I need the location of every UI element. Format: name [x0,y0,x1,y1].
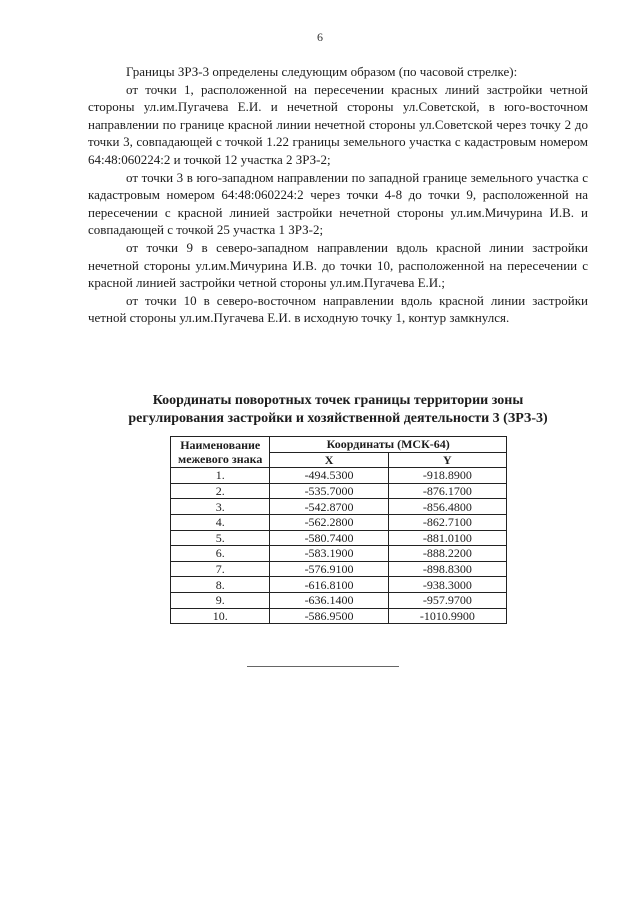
coordinates-table [170,436,507,624]
header-y: Y [388,452,506,468]
cell-y: -957.9700 [388,592,506,608]
table-row [171,530,507,546]
cell-point: 7. [171,561,270,577]
paragraph-intro: Границы ЗРЗ-3 определены следующим образом (по часовой стрелке): [126,64,518,79]
cell-point: 1. [171,468,270,484]
cell-x: -562.2800 [270,514,388,530]
paragraph-point-10: от точки 10 в северо-восточном направлении вдоль красной линии застройки четной стороны ул.им.Пугачева Е.И. в исходную точку 1, контур замкнулся. [88,292,588,326]
table-row [171,546,507,562]
cell-point: 9. [171,592,270,608]
table-heading [88,392,588,428]
cell-x: -636.1400 [270,592,388,608]
cell-y: -918.8900 [388,468,506,484]
table-row [171,499,507,515]
paragraph-point-3: от точки 3 в юго-западном направлении по западной границе земельного участка с кадастровым номером 64:48:060224:2 через точки 4-8 до точки 9, расположенной на пересечении с красной линией застройки нечетной стороны ул.им.Мичурина И.В. и совпадающей с точкой 25 участка 1 ЗРЗ-2; [88,169,588,238]
table-row [171,561,507,577]
cell-x: -542.8700 [270,499,388,515]
header-coordinates: Координаты (МСК-64) [270,437,507,453]
cell-y: -856.4800 [388,499,506,515]
table-row [171,468,507,484]
cell-x: -580.7400 [270,530,388,546]
cell-y: -862.7100 [388,514,506,530]
header-point-name: Наименование межевого знака [171,437,270,468]
paragraph-point-9: от точки 9 в северо-западном направлении вдоль красной линии застройки нечетной стороны ул.им.Мичурина И.В. до точки 10, расположенной на пересечении с красной линией застройки четной стороны ул.им.Пугачева Е.И.; [88,239,588,291]
table-row [171,483,507,499]
cell-x: -616.8100 [270,577,388,593]
end-divider [247,666,399,667]
boundary-description [88,63,588,327]
coordinates-table-body [171,468,507,624]
table-row [171,514,507,530]
table-row [171,577,507,593]
table-row [171,608,507,624]
cell-y: -881.0100 [388,530,506,546]
table-heading-line-2: регулирования застройки и хозяйственной деятельности 3 (ЗРЗ-3) [128,411,548,426]
cell-point: 5. [171,530,270,546]
cell-y: -898.8300 [388,561,506,577]
cell-point: 3. [171,499,270,515]
cell-x: -586.9500 [270,608,388,624]
cell-y: -1010.9900 [388,608,506,624]
cell-y: -876.1700 [388,483,506,499]
cell-y: -888.2200 [388,546,506,562]
table-heading-line-1: Координаты поворотных точек границы территории зоны [152,393,524,408]
cell-point: 10. [171,608,270,624]
cell-point: 6. [171,546,270,562]
cell-x: -535.7000 [270,483,388,499]
page-number: 6 [317,30,323,44]
table-row [171,592,507,608]
cell-point: 2. [171,483,270,499]
cell-y: -938.3000 [388,577,506,593]
cell-point: 4. [171,514,270,530]
cell-point: 8. [171,577,270,593]
paragraph-point-1: от точки 1, расположенной на пересечении красных линий застройки четной стороны ул.им.Пугачева Е.И. и нечетной стороны ул.Советской, в юго-восточном направлении по границе красной линии нечетной стороны ул.Советской через точку 2 до точки 3, совпадающей с точкой 1.22 границы земельного участка с кадастровым номером 64:48:060224:2 и точкой 12 участка 2 ЗРЗ-2; [88,81,588,167]
cell-x: -494.5300 [270,468,388,484]
header-x: X [270,452,388,468]
cell-x: -583.1900 [270,546,388,562]
cell-x: -576.9100 [270,561,388,577]
